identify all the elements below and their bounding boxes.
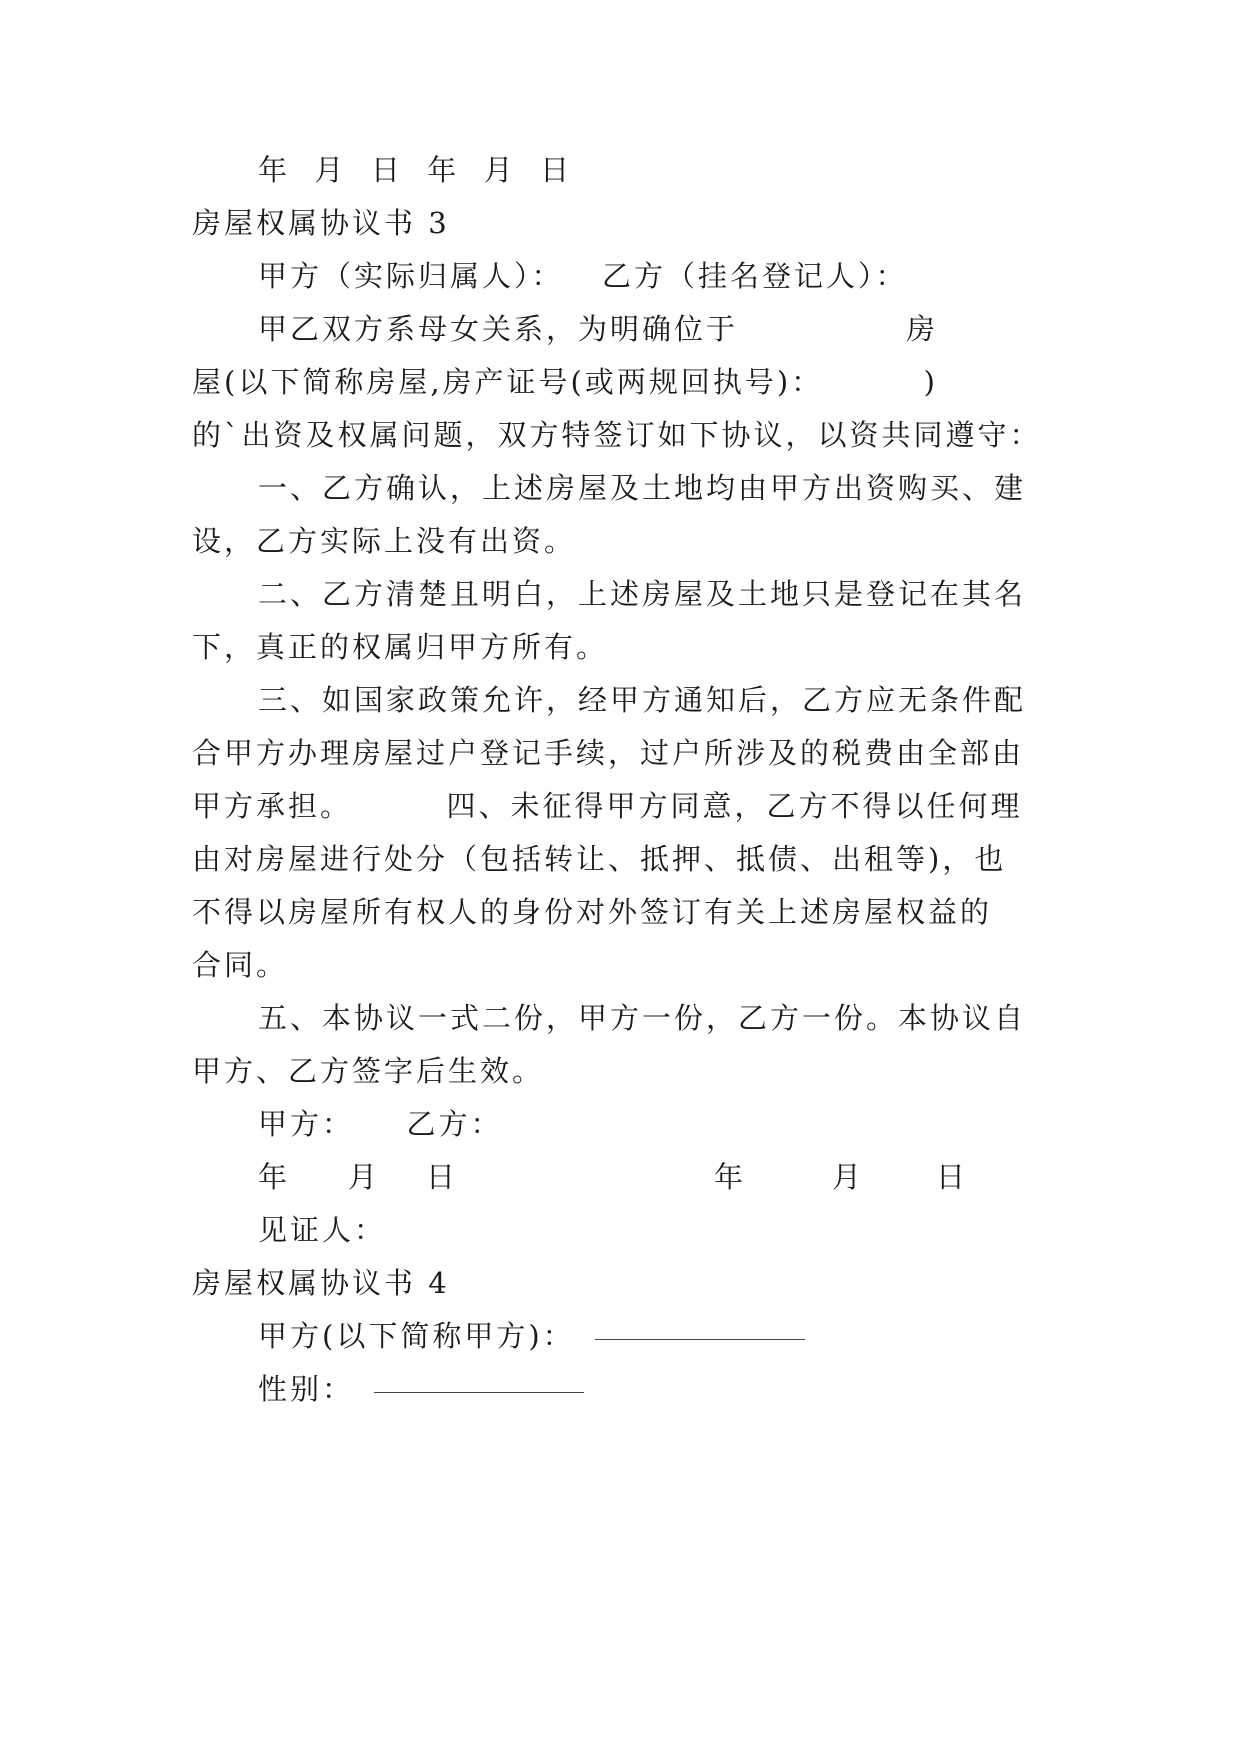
date-line-top xyxy=(258,150,1118,190)
paragraph-intro-line-1 xyxy=(258,309,938,349)
gender-blank xyxy=(374,1391,584,1393)
clause-4-text-1: 四、未征得甲方同意，乙方不得以任何理 xyxy=(446,789,1023,823)
intro-text-2-end: ) xyxy=(923,365,938,399)
clause-2-text-1: 二、乙方清楚且明白，上述房屋及土地只是登记在其名 xyxy=(258,577,1027,611)
intro-text-1: 甲乙双方系母女关系，为明确位于 xyxy=(258,312,739,346)
paragraph-intro-line-3 xyxy=(192,415,1052,455)
clause-2-line-1 xyxy=(258,574,1118,614)
party-a-field-label: 甲方(以下简称甲方)： xyxy=(258,1319,575,1353)
clause-2-text-2: 下，真正的权属归甲方所有。 xyxy=(192,630,609,664)
signature-party-b: 乙方： xyxy=(406,1107,503,1141)
signature-line xyxy=(258,1104,1118,1144)
clause-3-4-line xyxy=(192,786,1052,826)
party-a-blank xyxy=(595,1338,805,1340)
gender-field-line xyxy=(258,1369,1118,1409)
date-year-b: 年 xyxy=(714,1160,747,1194)
intro-text-1-end: 房 xyxy=(905,312,938,346)
clause-4-text-4: 合同。 xyxy=(192,948,289,982)
clause-4-text-3: 不得以房屋所有权人的身份对外签订有关上述房屋权益的 xyxy=(192,895,993,929)
witness-label: 见证人： xyxy=(258,1213,387,1247)
parties-line xyxy=(258,256,1118,296)
date-month-b: 月 xyxy=(832,1160,865,1194)
section-title-3 xyxy=(192,203,1052,243)
section-title-4 xyxy=(192,1263,1052,1303)
witness-line xyxy=(258,1210,1118,1250)
clause-3-line-1 xyxy=(258,680,1118,720)
date-year-a: 年 xyxy=(258,1160,291,1194)
date-day-a: 日 xyxy=(426,1160,459,1194)
clause-4-text-2: 由对房屋进行处分（包括转让、抵押、抵债、出租等)，也 xyxy=(192,842,1007,876)
clause-3-line-2 xyxy=(192,733,1052,773)
clause-3-text-3: 甲方承担。 xyxy=(192,789,353,823)
paragraph-intro-line-2 xyxy=(192,362,938,402)
clause-3-text-2: 合甲方办理房屋过户登记手续，过户所涉及的税费由全部由 xyxy=(192,736,1025,770)
party-b-label: 乙方（挂名登记人）： xyxy=(601,259,908,293)
clause-1-text-2: 设，乙方实际上没有出资。 xyxy=(192,524,577,558)
clause-5-text-2: 甲方、乙方签字后生效。 xyxy=(192,1054,545,1088)
clause-2-line-2 xyxy=(192,627,1052,667)
clause-1-line-2 xyxy=(192,521,1052,561)
section-title-4-text: 房屋权属协议书 4 xyxy=(192,1266,450,1300)
date-day-b: 日 xyxy=(936,1160,969,1194)
clause-5-line-2 xyxy=(192,1051,1052,1091)
intro-text-2: 屋(以下简称房屋,房产证号(或两规回执号)： xyxy=(192,365,824,399)
clause-3-text-1: 三、如国家政策允许，经甲方通知后，乙方应无条件配 xyxy=(258,683,1027,717)
clause-4-line-3 xyxy=(192,892,1052,932)
clause-4-line-4 xyxy=(192,945,1052,985)
party-a-field-line xyxy=(258,1316,1118,1356)
intro-text-3: 的`出资及权属问题，双方特签订如下协议，以资共同遵守： xyxy=(192,418,1042,452)
party-a-label: 甲方（实际归属人）： xyxy=(258,259,564,293)
clause-5-line-1 xyxy=(258,998,1118,1038)
clause-4-line-2 xyxy=(192,839,1052,879)
section-title-text: 房屋权属协议书 3 xyxy=(192,206,450,240)
gender-field-label: 性别： xyxy=(258,1372,355,1406)
signature-party-a: 甲方： xyxy=(258,1107,355,1141)
date-month-a: 月 xyxy=(348,1160,381,1194)
date-text: 年 月 日 年 月 日 xyxy=(258,153,573,187)
clause-1-text-1: 一、乙方确认，上述房屋及土地均由甲方出资购买、建 xyxy=(258,471,1027,505)
clause-5-text-1: 五、本协议一式二份，甲方一份，乙方一份。本协议自 xyxy=(258,1001,1027,1035)
clause-1-line-1 xyxy=(258,468,1118,508)
